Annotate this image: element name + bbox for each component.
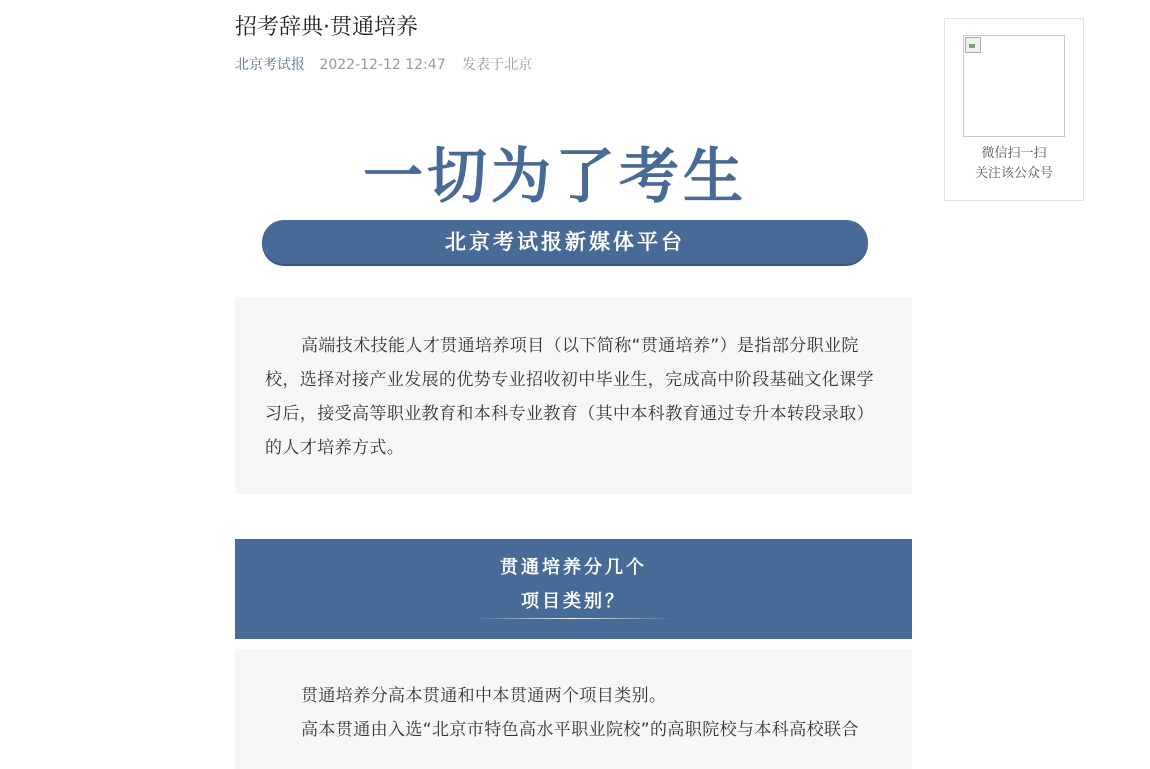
section-body-box — [235, 649, 912, 769]
section-heading-line2: 项目类别？ — [521, 591, 626, 612]
intro-box — [235, 297, 912, 494]
qr-caption-follow: 关注该公众号 — [974, 166, 1053, 181]
publish-time: 2022-12-12 12:47 — [319, 57, 446, 73]
section-paragraph-2: 高本贯通由入选“北京市特色高水平职业院校”的高职院校与本科高校联合 — [301, 720, 859, 740]
qr-code-image — [963, 35, 1065, 137]
account-name-link[interactable]: 北京考试报 — [235, 57, 305, 73]
article-title: 招考辞典·贯通培养 — [235, 15, 418, 40]
intro-paragraph: 高端技术技能人才贯通培养项目（以下简称“贯通培养”）是指部分职业院校，选择对接产业发展的优势专业招收初中毕业生，完成高中阶段基础文化课学习后，接受高等职业教育和本科专业教育（其中本科教育通过专升本转段录取）的人才培养方式。 — [265, 336, 874, 458]
banner-platform-pill: 北京考试报新媒体平台 — [262, 220, 868, 264]
article-meta — [235, 54, 532, 74]
banner-slogan: 一切为了考生 — [363, 142, 747, 212]
section-paragraph-1: 贯通培养分高本贯通和中本贯通两个项目类别。 — [301, 686, 667, 706]
qr-code-card — [944, 18, 1084, 201]
section-heading-line1: 贯通培养分几个 — [500, 557, 647, 578]
header-banner-image — [235, 130, 912, 280]
broken-image-icon — [965, 37, 981, 53]
section-heading-divider — [473, 618, 673, 619]
qr-caption-scan: 微信扫一扫 — [981, 146, 1047, 161]
section-heading-box — [235, 539, 912, 639]
publish-location: 发表于北京 — [462, 57, 533, 73]
